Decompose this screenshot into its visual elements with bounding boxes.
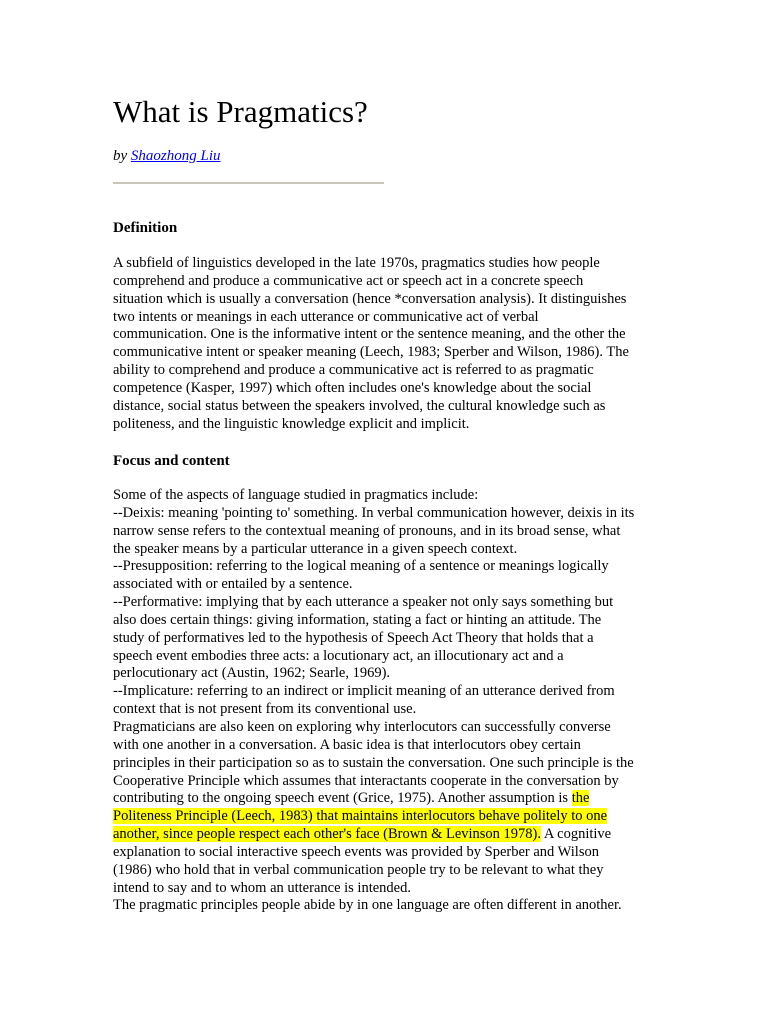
paragraph-line: --Performative: implying that by each utterance a speaker not only says something but [113, 594, 614, 611]
byline-prefix: by [113, 148, 131, 164]
focus-paragraph [113, 487, 658, 915]
paragraph-line: study of performatives led to the hypothesis of Speech Act Theory that holds that a [113, 629, 594, 646]
paragraph-line: The pragmatic principles people abide by in one language are often different in another. [113, 897, 622, 914]
paragraph-line: (1986) who hold that in verbal communication people try to be relevant to what they [113, 861, 604, 878]
highlighted-text: another, since people respect each other's face (Brown & Levinson 1978). [113, 826, 542, 843]
page-title: What is Pragmatics? [113, 94, 368, 129]
paragraph-line: communicative intent or speaker meaning (Leech, 1983; Sperber and Wilson, 1986). The [113, 344, 629, 361]
section-heading-focus: Focus and content [113, 453, 230, 469]
paragraph-line: the speaker means by a particular utterance in a given speech context. [113, 540, 518, 557]
paragraph-line: associated with or entailed by a sentence. [113, 576, 353, 593]
paragraph-line-mixed [113, 790, 658, 808]
paragraph-line: --Deixis: meaning 'pointing to' something. In verbal communication however, deixis in its [113, 504, 635, 521]
byline [113, 146, 221, 166]
paragraph-line: --Presupposition: referring to the logical meaning of a sentence or meanings logically [113, 558, 609, 575]
section-heading-definition: Definition [113, 220, 178, 236]
paragraph-line-highlighted [113, 808, 658, 826]
paragraph-line: Some of the aspects of language studied in pragmatics include: [113, 487, 479, 503]
paragraph-line: communication. One is the informative intent or the sentence meaning, and the other the [113, 326, 626, 343]
author-link[interactable]: Shaozhong Liu [130, 148, 221, 164]
highlighted-text: the [571, 790, 590, 807]
paragraph-line: two intents or meanings in each utterance or communicative act of verbal [113, 308, 539, 325]
plain-text: A cognitive [541, 826, 612, 843]
paragraph-line: distance, social status between the speakers involved, the cultural knowledge such as [113, 397, 606, 414]
divider [113, 182, 384, 184]
paragraph-line-mixed [113, 826, 658, 844]
paragraph-line: comprehend and produce a communicative act or speech act in a concrete speech [113, 272, 584, 289]
paragraph-line: perlocutionary act (Austin, 1962; Searle, 1969). [113, 665, 391, 682]
paragraph-line: situation which is usually a conversation (hence *conversation analysis). It distinguishes [113, 290, 627, 307]
paragraph-line: narrow sense refers to the contextual meaning of pronouns, and in its broad sense, what [113, 522, 621, 539]
highlighted-text: Politeness Principle (Leech, 1983) that maintains interlocutors behave politely to one [113, 808, 608, 825]
paragraph-line: speech event embodies three acts: a locutionary act, an illocutionary act and a [113, 647, 564, 664]
paragraph-line: --Implicature: referring to an indirect or implicit meaning of an utterance derived from [113, 683, 615, 700]
paragraph-line: Cooperative Principle which assumes that interactants cooperate in the conversation by [113, 772, 619, 789]
paragraph-line: intend to say and to whom an utterance is intended. [113, 879, 411, 896]
paragraph-line: context that is not present from its conventional use. [113, 701, 417, 718]
paragraph-line: principles in their participation so as to sustain the conversation. One such principle is the [113, 754, 634, 771]
paragraph-line: politeness, and the linguistic knowledge explicit and implicit. [113, 415, 470, 432]
paragraph-line: explanation to social interactive speech events was provided by Sperber and Wilson [113, 843, 599, 860]
definition-paragraph [113, 255, 658, 433]
plain-text: contributing to the ongoing speech event (Grice, 1975). Another assumption is [113, 790, 572, 807]
paragraph-line: also does certain things: giving information, stating a fact or hinting an attitude. The [113, 611, 602, 628]
paragraph-line: competence (Kasper, 1997) which often includes one's knowledge about the social [113, 379, 592, 396]
paragraph-line: A subfield of linguistics developed in the late 1970s, pragmatics studies how people [113, 255, 600, 271]
paragraph-line: ability to comprehend and produce a communicative act is referred to as pragmatic [113, 362, 594, 379]
paragraph-line: with one another in a conversation. A basic idea is that interlocutors obey certain [113, 736, 581, 753]
paragraph-line: Pragmaticians are also keen on exploring why interlocutors can successfully converse [113, 718, 611, 735]
